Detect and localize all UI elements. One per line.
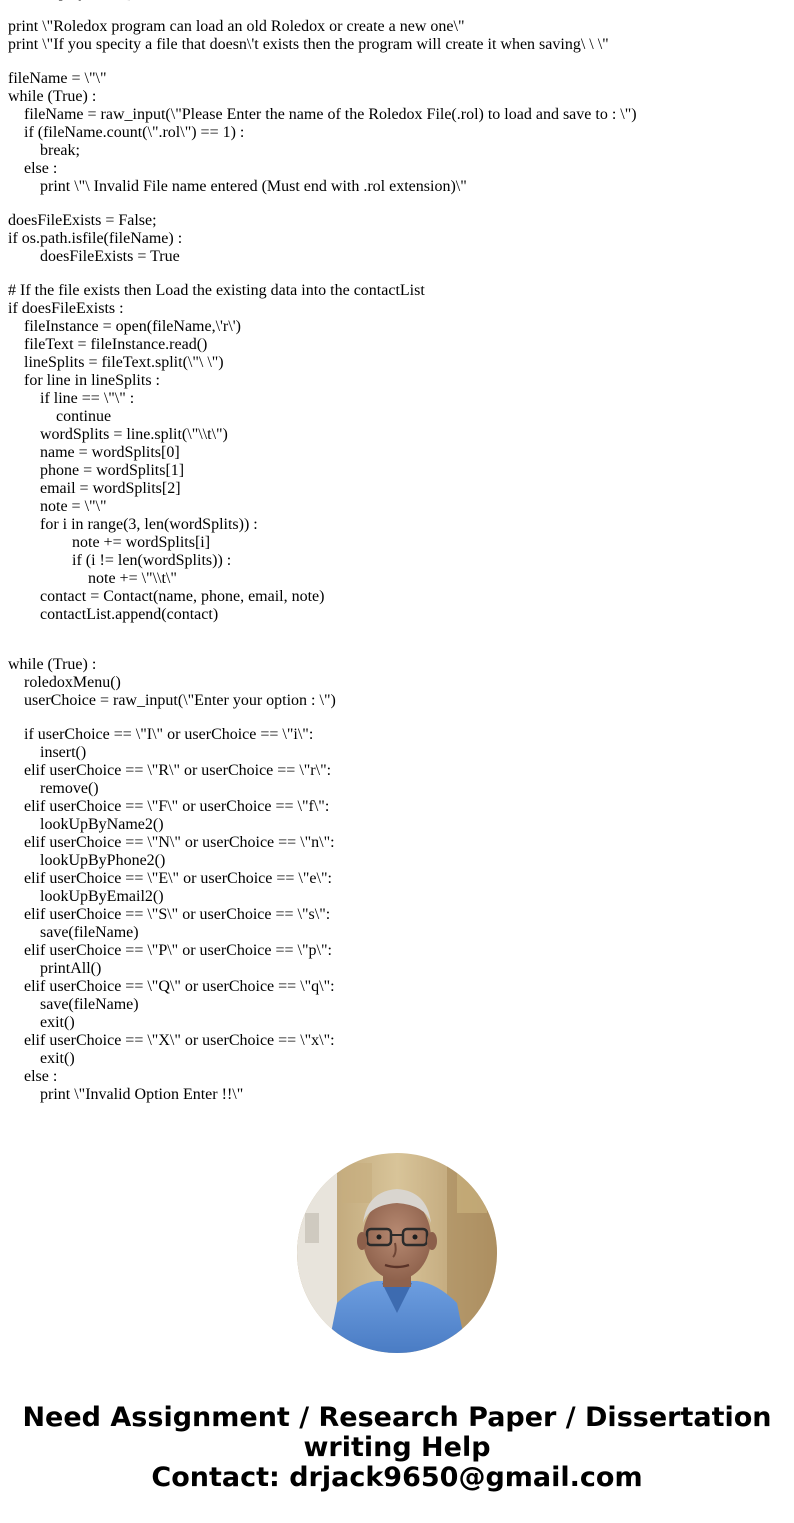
code-line: # If the file exists then Load the existing data into the contactList <box>8 282 425 299</box>
code-line: wordSplits = line.split(\"\\t\") <box>8 426 228 443</box>
code-line: if (i != len(wordSplits)) : <box>8 552 232 569</box>
code-line: if line == \"\" : <box>8 390 135 407</box>
code-line: print \"Invalid Option Enter !!\" <box>8 1086 244 1103</box>
code-line: save(fileName) <box>8 924 139 941</box>
promo-contact: Contact: drjack9650@gmail.com <box>151 1462 643 1493</box>
code-line: break; <box>8 142 80 159</box>
code-line <box>8 624 788 640</box>
code-line: while (True) : <box>8 88 97 105</box>
code-line: print \"If you specity a file that doesn\'t exists then the program will create it when saving\ \ \" <box>8 36 609 53</box>
code-line: insert() <box>8 744 87 761</box>
code-line: contact = Contact(name, phone, email, note) <box>8 588 325 605</box>
code-line: note = \"\" <box>8 498 107 515</box>
code-line: email = wordSplits[2] <box>8 480 181 497</box>
code-line: note += wordSplits[i] <box>8 534 211 551</box>
code-line: continue <box>8 408 112 425</box>
code-line: phone = wordSplits[1] <box>8 462 185 479</box>
code-line <box>8 266 788 282</box>
code-listing <box>8 0 788 1104</box>
code-line: while (True) : <box>8 656 97 673</box>
code-line: if (fileName.count(\".rol\") == 1) : <box>8 124 245 141</box>
code-line: elif userChoice == \"E\" or userChoice == \"e\": <box>8 870 332 887</box>
code-line: print \"Roledox program can load an old Roledox or create a new one\" <box>8 18 465 35</box>
code-line: fileName = \"\" <box>8 70 107 87</box>
code-line: elif userChoice == \"F\" or userChoice == \"f\": <box>8 798 330 815</box>
code-line: roledoxMenu() <box>8 674 121 691</box>
code-line: fileName = raw_input(\"Please Enter the name of the Roledox File(.rol) to load and save to : \") <box>8 106 637 123</box>
code-line <box>8 2 788 18</box>
author-avatar <box>297 1153 497 1353</box>
code-line <box>8 640 788 656</box>
code-line: remove() <box>8 780 99 797</box>
code-line: lookUpByPhone2() <box>8 852 166 869</box>
code-line: fileInstance = open(fileName,\'r\') <box>8 318 241 335</box>
code-line: lookUpByName2() <box>8 816 164 833</box>
code-line: doesFileExists = True <box>8 248 180 265</box>
code-line: print \"\ Invalid File name entered (Must end with .rol extension)\" <box>8 178 467 195</box>
code-line: elif userChoice == \"N\" or userChoice == \"n\": <box>8 834 335 851</box>
code-line: contactList.append(contact) <box>8 606 219 623</box>
code-line: printAll() <box>8 960 102 977</box>
code-line <box>8 54 788 70</box>
code-line: elif userChoice == \"X\" or userChoice == \"x\": <box>8 1032 335 1049</box>
code-line: elif userChoice == \"S\" or userChoice == \"s\": <box>8 906 331 923</box>
code-line: for i in range(3, len(wordSplits)) : <box>8 516 258 533</box>
code-line: lookUpByEmail2() <box>8 888 164 905</box>
code-line: if os.path.isfile(fileName) : <box>8 230 183 247</box>
code-line: else : <box>8 1068 58 1085</box>
code-line: elif userChoice == \"R\" or userChoice == \"r\": <box>8 762 332 779</box>
code-line: else : <box>8 160 58 177</box>
code-line: name = wordSplits[0] <box>8 444 180 461</box>
code-line: exit() <box>8 1014 75 1031</box>
code-line: if userChoice == \"I\" or userChoice == \"i\": <box>8 726 314 743</box>
promo-banner <box>0 1403 794 1493</box>
promo-line-2: writing Help <box>303 1432 491 1463</box>
code-line: lineSplits = fileText.split(\"\ \") <box>8 354 224 371</box>
code-line: for line in lineSplits : <box>8 372 160 389</box>
code-line: note += \"\\t\" <box>8 570 177 587</box>
code-line: elif userChoice == \"P\" or userChoice == \"p\": <box>8 942 332 959</box>
code-line: save(fileName) <box>8 996 139 1013</box>
code-line <box>8 196 788 212</box>
author-photo-icon <box>297 1153 497 1353</box>
code-line <box>8 710 788 726</box>
code-line: if doesFileExists : <box>8 300 124 317</box>
code-line: fileText = fileInstance.read() <box>8 336 208 353</box>
code-line: exit() <box>8 1050 75 1067</box>
promo-line-1: Need Assignment / Research Paper / Dissertation <box>22 1402 772 1433</box>
code-line: doesFileExists = False; <box>8 212 157 229</box>
code-line: userChoice = raw_input(\"Enter your option : \") <box>8 692 336 709</box>
code-line: elif userChoice == \"Q\" or userChoice == \"q\": <box>8 978 335 995</box>
